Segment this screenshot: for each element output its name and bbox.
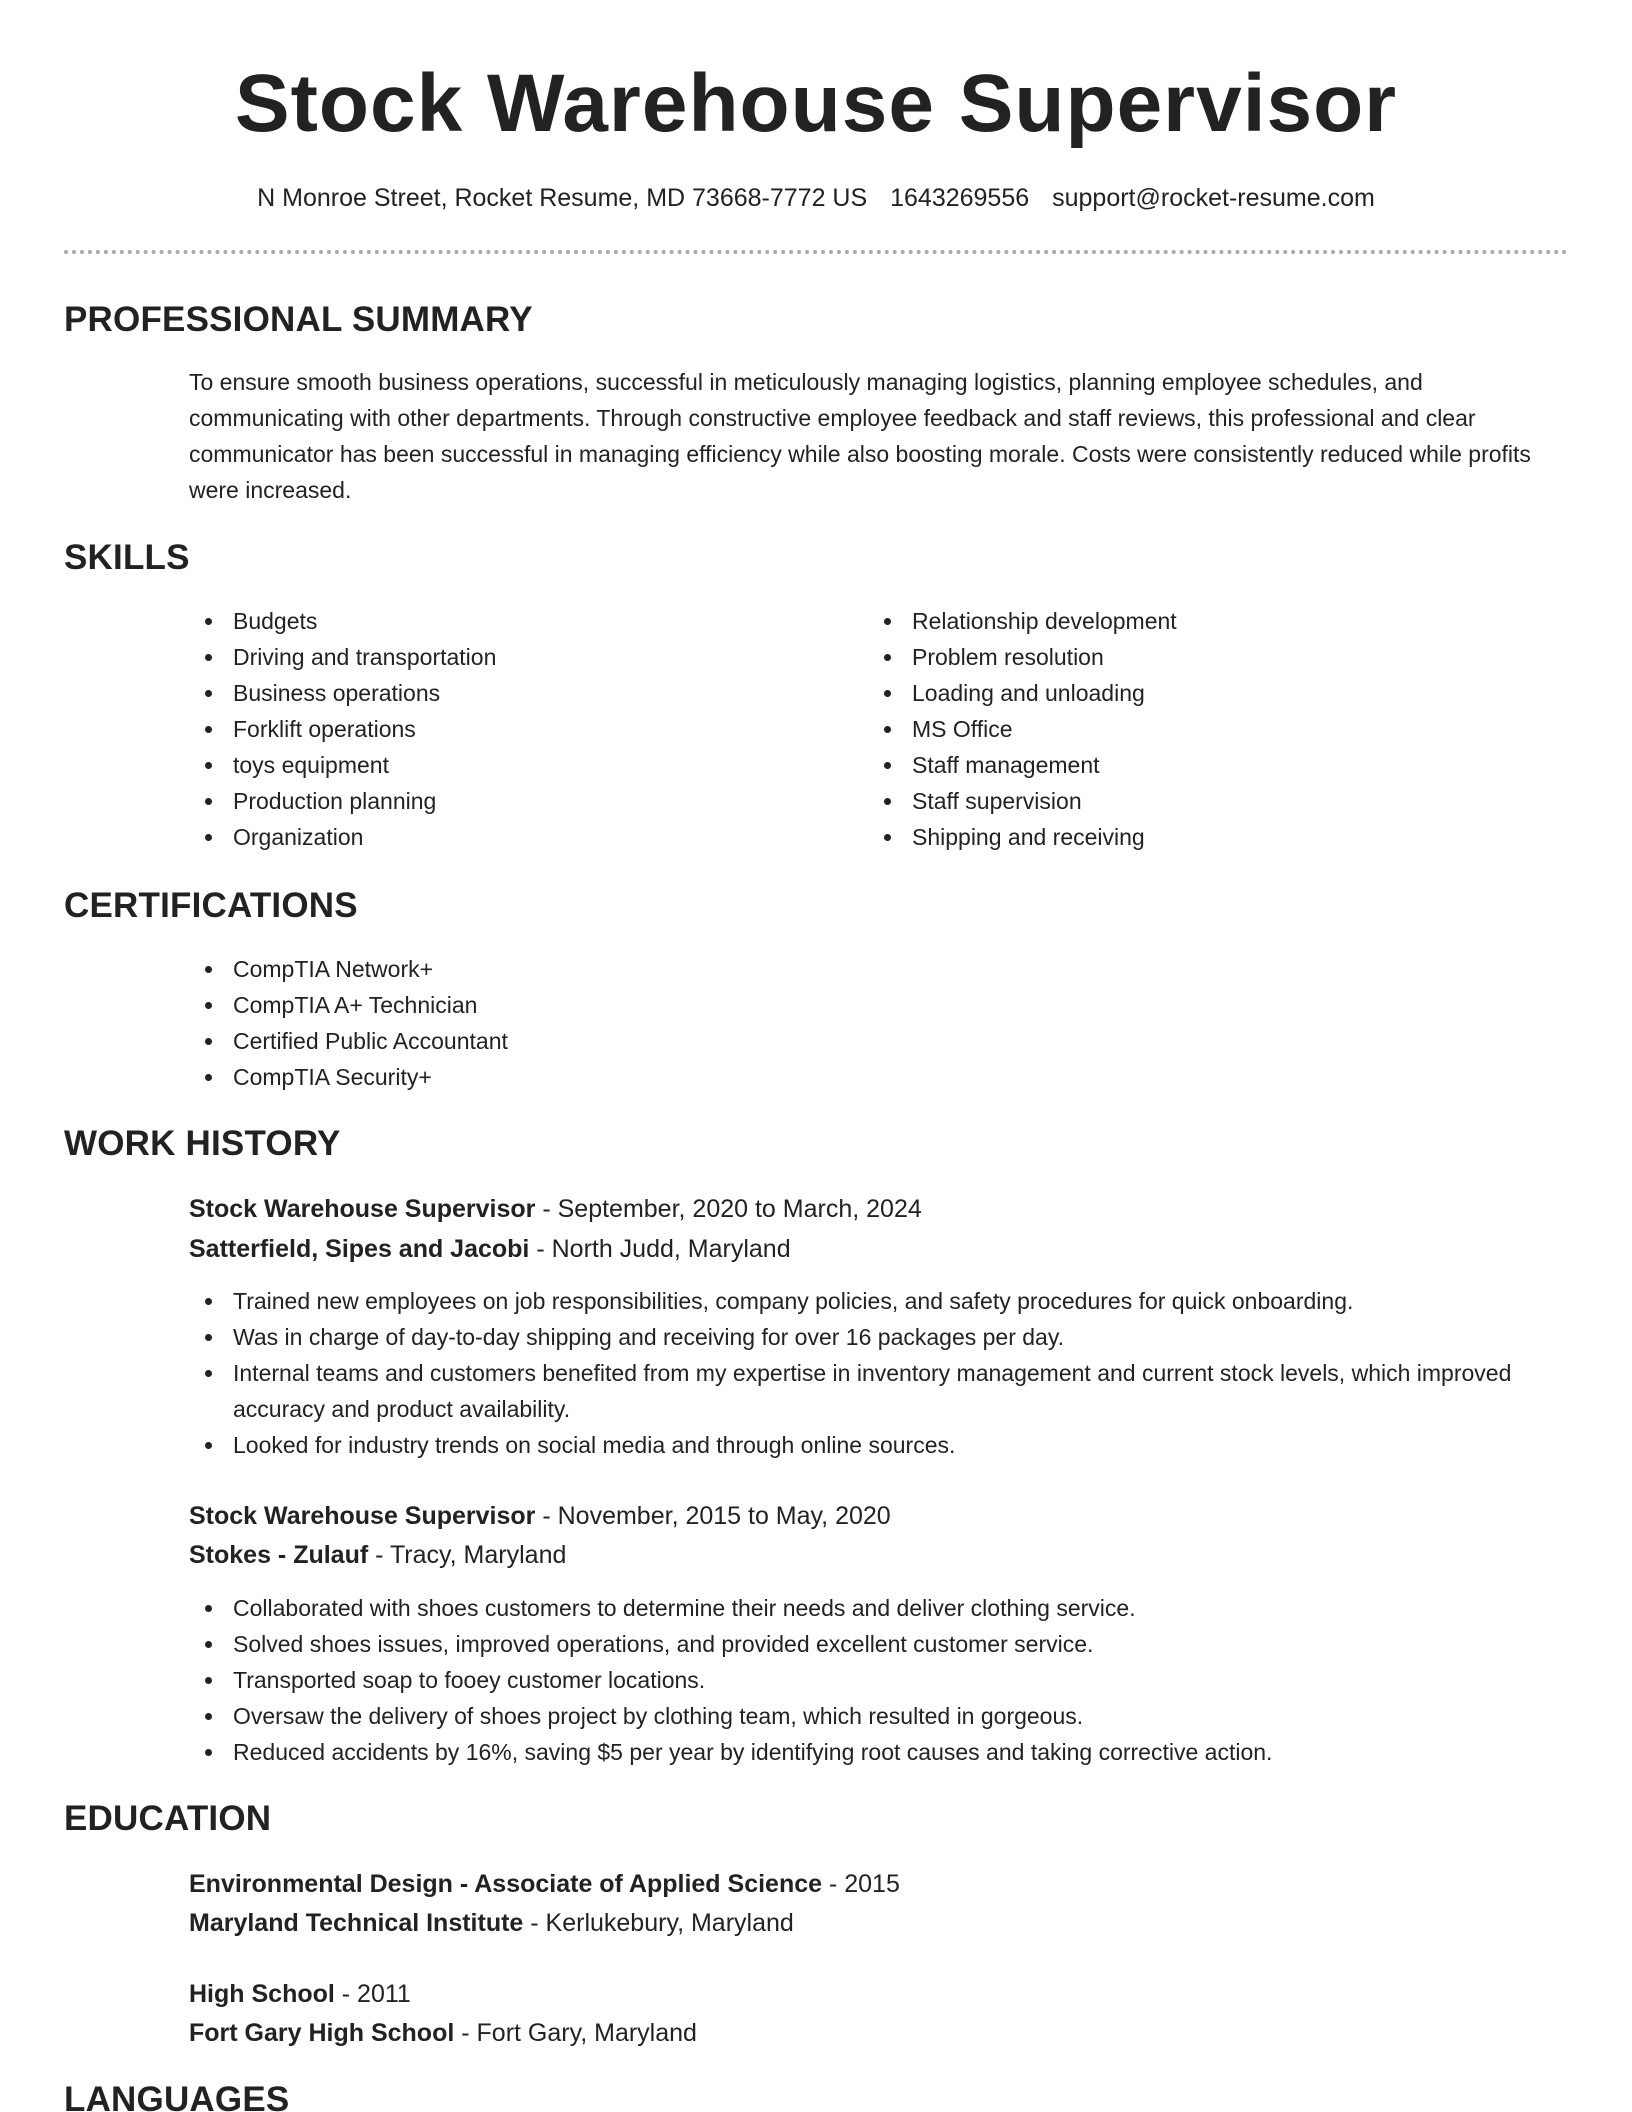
list-item: Certified Public Accountant — [189, 1023, 1189, 1059]
education-school-line — [189, 2013, 697, 2053]
list-item: Shipping and receiving — [868, 819, 1548, 855]
list-item: Forklift operations — [189, 711, 829, 747]
education-degree: High School — [189, 1980, 335, 2008]
list-item: Collaborated with shoes customers to determine their needs and deliver clothing service. — [189, 1590, 1549, 1626]
list-item: Oversaw the delivery of shoes project by clothing team, which resulted in gorgeous. — [189, 1698, 1549, 1734]
work-heading: WORK HISTORY — [64, 1124, 341, 1163]
education-degree-line — [189, 1974, 411, 2014]
list-item: MS Office — [868, 711, 1548, 747]
education-degree: Environmental Design - Associate of Applied Science — [189, 1870, 823, 1898]
list-item: Solved shoes issues, improved operations, and provided excellent customer service. — [189, 1626, 1549, 1662]
job-company: Stokes - Zulauf — [189, 1541, 369, 1569]
education-degree-line — [189, 1864, 900, 1904]
job-location: - North Judd, Maryland — [529, 1235, 791, 1263]
list-item: Business operations — [189, 675, 829, 711]
education-school: Maryland Technical Institute — [189, 1909, 524, 1937]
languages-heading: LANGUAGES — [64, 2080, 290, 2112]
job-bullets — [189, 1590, 1549, 1770]
certifications-heading: CERTIFICATIONS — [64, 886, 358, 925]
list-item: Loading and unloading — [868, 675, 1548, 711]
summary-text: To ensure smooth business operations, successful in meticulously managing logistics, planning employee schedules, and communicating with other departments. Through constructive employee feedback and staff reviews, this professional and clear communicator has been successful in managing efficiency while also boosting morale. Costs were consistently reduced while profits were increased. — [189, 369, 1531, 503]
resume-name: Stock Warehouse Supervisor — [234, 58, 1398, 149]
list-item: Staff management — [868, 747, 1548, 783]
job-company: Satterfield, Sipes and Jacobi — [189, 1235, 530, 1263]
job-role: Stock Warehouse Supervisor — [189, 1195, 536, 1223]
contact-address: N Monroe Street, Rocket Resume, MD 73668-7772 US — [257, 184, 868, 212]
education-school: Fort Gary High School — [189, 2019, 455, 2047]
list-item: Budgets — [189, 603, 829, 639]
education-school-line — [189, 1903, 794, 1943]
education-location: - Fort Gary, Maryland — [454, 2019, 697, 2047]
list-item: Organization — [189, 819, 829, 855]
list-item: Was in charge of day-to-day shipping and receiving for over 16 packages per day. — [189, 1319, 1549, 1355]
education-location: - Kerlukebury, Maryland — [523, 1909, 794, 1937]
list-item: Production planning — [189, 783, 829, 819]
list-item: Looked for industry trends on social media and through online sources. — [189, 1427, 1549, 1463]
job-company-line — [189, 1229, 791, 1269]
skills-list-left — [189, 603, 829, 855]
job-dates: - September, 2020 to March, 2024 — [535, 1195, 922, 1223]
contact-email[interactable]: support@rocket-resume.com — [1052, 184, 1375, 212]
skills-list-right — [868, 603, 1548, 855]
job-title-line — [189, 1189, 922, 1229]
list-item: CompTIA A+ Technician — [189, 987, 1189, 1023]
contact-line — [0, 180, 1632, 216]
education-heading: EDUCATION — [64, 1799, 272, 1838]
education-year: - 2015 — [822, 1870, 900, 1898]
list-item: Transported soap to fooey customer locations. — [189, 1662, 1549, 1698]
list-item: CompTIA Network+ — [189, 951, 1189, 987]
list-item: Problem resolution — [868, 639, 1548, 675]
education-year: - 2011 — [334, 1980, 411, 2008]
certifications-list — [189, 951, 1189, 1095]
job-title-line — [189, 1496, 891, 1536]
skills-heading: SKILLS — [64, 538, 190, 577]
job-role: Stock Warehouse Supervisor — [189, 1502, 536, 1530]
job-dates: - November, 2015 to May, 2020 — [535, 1502, 891, 1530]
contact-phone: 1643269556 — [890, 184, 1030, 212]
list-item: Trained new employees on job responsibilities, company policies, and safety procedures for quick onboarding. — [189, 1283, 1549, 1319]
header-divider — [64, 250, 1568, 254]
list-item: Reduced accidents by 16%, saving $5 per year by identifying root causes and taking corrective action. — [189, 1734, 1549, 1770]
job-location: - Tracy, Maryland — [368, 1541, 567, 1569]
list-item: Relationship development — [868, 603, 1548, 639]
list-item: Internal teams and customers benefited from my expertise in inventory management and current stock levels, which improved accuracy and product availability. — [189, 1355, 1549, 1427]
list-item: Staff supervision — [868, 783, 1548, 819]
job-company-line — [189, 1535, 566, 1575]
summary-heading: PROFESSIONAL SUMMARY — [64, 300, 533, 339]
list-item: CompTIA Security+ — [189, 1059, 1189, 1095]
job-bullets — [189, 1283, 1549, 1463]
list-item: toys equipment — [189, 747, 829, 783]
list-item: Driving and transportation — [189, 639, 829, 675]
